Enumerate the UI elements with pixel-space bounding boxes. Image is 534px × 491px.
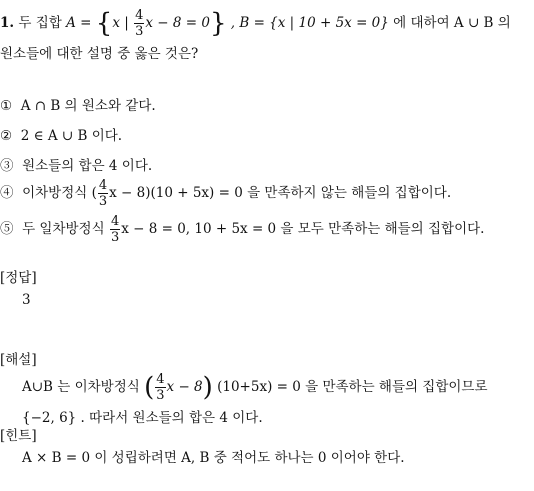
hint-label: [힌트] (0, 428, 37, 444)
question-number: 1. (0, 15, 15, 31)
question-text-b: 에 대하여 A ∪ B 의 (393, 15, 511, 31)
option-5: ⑤ 두 일차방정식 $\frac{4}{3}$ x − 8 = 0, 10 + 5x = 0 을 모두 만족하는 해들의 집합이다. (0, 214, 485, 245)
option-4: ④ 이차방정식 ( $\frac{4}{3}$ x − 8)(10 + 5x) = 0 을 만족하지 않는 해들의 집합이다. (0, 178, 452, 209)
option-2: ② 2 ∈ A ∪ B 이다. (0, 128, 123, 144)
option-1: ① A ∩ B 의 원소와 같다. (0, 98, 156, 114)
hint-text: A × B = 0 이 성립하려면 A, B 중 적어도 하나는 0 이어야 한다. (22, 450, 405, 466)
set-b: , B = {x | 10 + 5x = 0} (230, 15, 389, 31)
question-line-1 (0, 8, 511, 39)
set-a-inner-right: x − 8 = 0 (145, 15, 210, 31)
left-brace: { (95, 8, 113, 39)
set-a-lhs: A = (66, 15, 96, 31)
option-3: ③ 원소들의 합은 4 이다. (0, 158, 153, 174)
question-text-a: 두 집합 (18, 15, 62, 31)
question-line-2: 원소들에 대한 설명 중 옳은 것은? (0, 46, 199, 62)
answer-label: [정답] (0, 270, 37, 286)
set-a-fraction: $\frac{4}{3}$ (135, 8, 144, 39)
answer-value: 3 (22, 292, 31, 308)
right-brace: } (209, 8, 227, 39)
option-4-fraction: $\frac{4}{3}$ (98, 178, 108, 209)
option-5-fraction: $\frac{4}{3}$ (110, 214, 120, 245)
explanation-line-2: {−2, 6} . 따라서 원소들의 합은 4 이다. (22, 410, 263, 426)
set-a-inner-left: x | (112, 15, 134, 31)
explanation-fraction: $\frac{4}{3}$ (156, 372, 165, 403)
explanation-line-1: A∪B 는 이차방정식 ( $\frac{4}{3}$ x − 8) (10+5x) = 0 을 만족하는 해들의 집합이므로 (22, 372, 488, 403)
explanation-label: [해설] (0, 352, 37, 368)
